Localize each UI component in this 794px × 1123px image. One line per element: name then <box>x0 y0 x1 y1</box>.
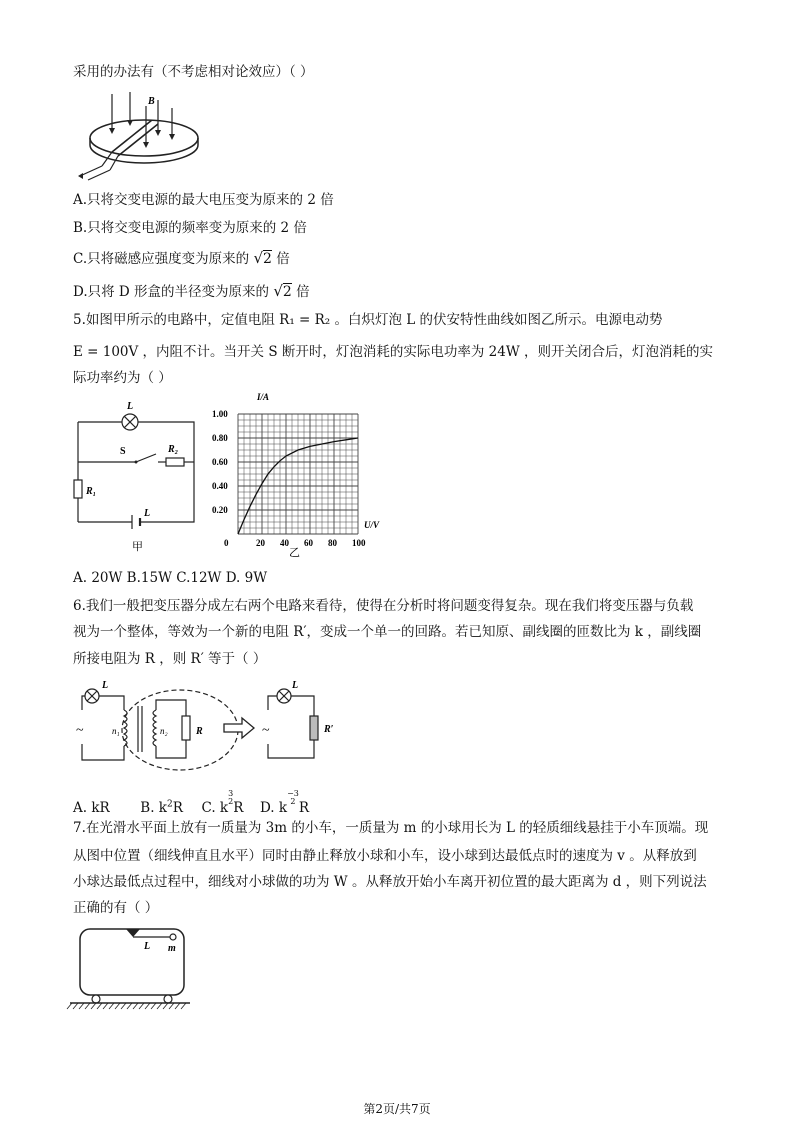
q6-options <box>73 790 309 818</box>
q6-line-1: 6.我们一般把变压器分成左右两个电路来看待，使得在分析时将问题变得复杂。现在我们将变压器与负载 <box>73 598 694 614</box>
q6-option-c-exp-den: 2 <box>228 797 234 806</box>
hatch-line <box>115 1003 120 1009</box>
y-tick-label: 0.20 <box>212 505 228 515</box>
r1-label: R₁ <box>86 486 97 497</box>
sqrt-symbol: √ <box>273 282 283 300</box>
lamp-label: L <box>127 401 134 412</box>
hatch-line <box>103 1003 108 1009</box>
hatch-line <box>169 1003 174 1009</box>
hatch-line <box>145 1003 150 1009</box>
transformer-lamp-label: L <box>102 680 109 691</box>
r2-label: R₂ <box>168 444 179 455</box>
q6-line-3: 所接电阻为 R ，则 R′ 等于（ ） <box>73 651 267 667</box>
hatch-line <box>121 1003 126 1009</box>
q6-option-c <box>201 789 244 816</box>
ball-mass-label: m <box>168 943 176 954</box>
q5-line-3: 际功率约为（ ） <box>73 370 172 386</box>
string-length-label: L <box>144 941 151 952</box>
hatch-line <box>175 1003 180 1009</box>
q6-option-b-exp: 2 <box>166 799 173 810</box>
iu-chart <box>210 392 380 562</box>
hatch-line <box>181 1003 186 1009</box>
q6-option-d-exp-den: 2 <box>290 797 296 806</box>
circuit-caption: 甲 <box>132 541 143 553</box>
hatch-line <box>97 1003 102 1009</box>
x-tick-label: 0 <box>224 538 229 548</box>
q6-option-d-exp-num: 3 <box>293 789 299 798</box>
q6-option-d-r: R <box>298 800 310 816</box>
q4-option-c-text: C.只将磁感应强度变为原来的 <box>73 251 250 267</box>
q5-line-1: 5.如图甲所示的电路中，定值电阻 R₁ = R₂ 。白炽灯泡 L 的伏安特性曲线如图乙所示。电源电动势 <box>73 312 663 328</box>
q4-option-d-text: D.只将 D 形盒的半径变为原来的 <box>73 284 270 300</box>
q6-option-b-r: R <box>172 800 183 816</box>
y-axis-label: I/A <box>257 392 270 402</box>
ac-source-icon: ~ <box>76 723 84 738</box>
y-tick-label: 0.60 <box>212 457 228 467</box>
hatch-line <box>139 1003 144 1009</box>
hatch-line <box>91 1003 96 1009</box>
equivalence-arrow-icon <box>224 718 254 738</box>
y-tick-label: 0.40 <box>212 481 228 491</box>
q6-option-d-exp-sign: − <box>287 789 294 798</box>
q4-option-d <box>73 281 310 302</box>
q7-line-4: 正确的有（ ） <box>73 900 159 916</box>
q7-line-3: 小球达最低点过程中，细线对小球做的功为 W 。从释放开始小车离开初位置的最大距离为 d ，则下列说法 <box>73 874 707 890</box>
hatch-line <box>73 1003 78 1009</box>
x-tick-label: 40 <box>280 538 289 548</box>
n2-label: n₂ <box>160 726 168 736</box>
x-axis-label: U/V <box>364 520 380 530</box>
ground-hatching <box>67 1003 186 1009</box>
q4-option-b: B.只将交变电源的频率变为原来的 2 倍 <box>73 220 307 236</box>
hatch-line <box>151 1003 156 1009</box>
figure-label-b: B <box>148 96 155 107</box>
cyclotron-figure <box>72 92 202 182</box>
q6-option-d <box>259 789 310 816</box>
sqrt-radicand: 2 <box>263 251 272 267</box>
transformer-figure <box>72 678 362 788</box>
battery-label: L <box>144 508 151 519</box>
q4-option-c-post: 倍 <box>276 251 290 267</box>
q6-option-c-base: C. k <box>201 800 229 816</box>
sqrt-symbol: √ <box>253 249 263 267</box>
x-tick-label: 80 <box>328 538 337 548</box>
n1-label: n₁ <box>112 726 120 736</box>
x-tick-label: 100 <box>352 538 366 548</box>
q6-line-2: 视为一个整体，等效为一个新的电阻 R′，变成一个单一的回路。若已知原、副线圈的匝数比为 k ，副线圈 <box>73 624 702 640</box>
q6-option-b-base: B. k <box>140 800 167 816</box>
chart-caption: 乙 <box>289 547 300 559</box>
q6-option-b <box>140 800 183 816</box>
y-tick-label: 1.00 <box>212 409 228 419</box>
hatch-line <box>85 1003 90 1009</box>
page-footer: 第2页/共7页 <box>363 1102 431 1116</box>
q4-option-a: A.只将交变电源的最大电压变为原来的 2 倍 <box>73 192 334 208</box>
q7-line-2: 从图中位置（细线伸直且水平）同时由静止释放小球和小车，设小球到达最低点时的速度为 v 。从释放到 <box>73 848 697 864</box>
hatch-line <box>133 1003 138 1009</box>
cart-figure <box>70 925 190 1015</box>
hatch-line <box>109 1003 114 1009</box>
hatch-line <box>163 1003 168 1009</box>
r-prime-label: R′ <box>324 724 334 735</box>
x-tick-label: 60 <box>304 538 313 548</box>
y-tick-label: 0.80 <box>212 433 228 443</box>
circuit-jia <box>70 400 210 555</box>
q6-option-a: A. kR <box>73 800 110 816</box>
q4-option-d-post: 倍 <box>296 284 310 300</box>
x-tick-label: 20 <box>256 538 265 548</box>
ac-source-icon: ~ <box>262 723 270 738</box>
hatch-line <box>157 1003 162 1009</box>
hatch-line <box>79 1003 84 1009</box>
q6-option-c-r: R <box>233 800 244 816</box>
q6-option-d-base: D. k <box>259 800 288 816</box>
q4-option-c <box>73 248 290 269</box>
equiv-lamp-label: L <box>292 680 299 691</box>
hatch-line <box>127 1003 132 1009</box>
q4-stem-tail: 采用的办法有（不考虑相对论效应）（ ） <box>73 64 314 80</box>
hatch-line <box>67 1003 72 1009</box>
q5-options: A. 20W B.15W C.12W D. 9W <box>73 570 268 586</box>
sqrt-radicand: 2 <box>282 284 292 300</box>
switch-label: S <box>120 446 126 457</box>
q6-option-c-exp-num: 3 <box>228 789 234 798</box>
q5-line-2: E = 100V ，内阻不计。当开关 S 断开时，灯泡消耗的实际电功率为 24W ，则开关闭合后，灯泡消耗的实 <box>73 344 714 360</box>
r-label: R <box>196 726 203 737</box>
q6-option-d-exp <box>287 790 299 806</box>
q7-line-1: 7.在光滑水平面上放有一质量为 3m 的小车，一质量为 m 的小球用长为 L 的轻质细线悬挂于小车顶端。现 <box>73 820 709 836</box>
